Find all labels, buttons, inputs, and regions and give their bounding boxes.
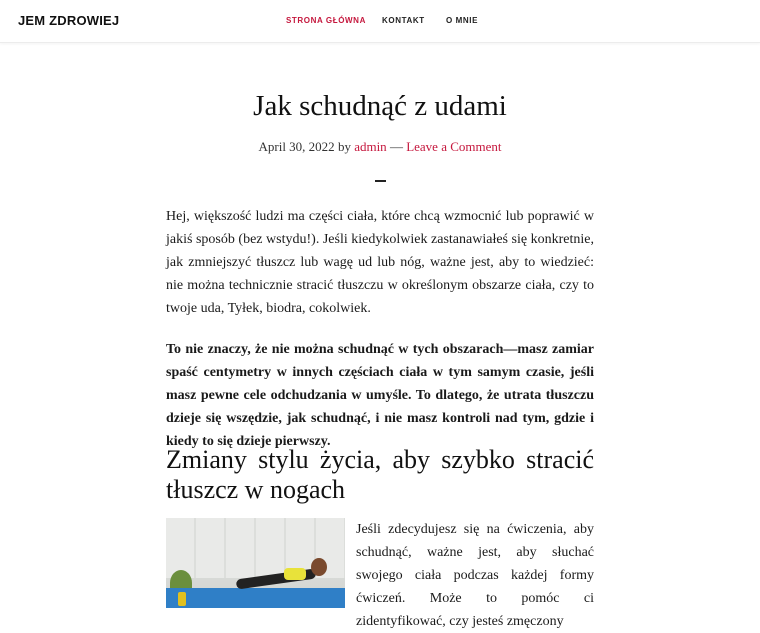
post-meta <box>166 138 594 156</box>
title-separator <box>375 180 386 182</box>
post-date: April 30, 2022 <box>258 139 335 154</box>
post-paragraph-3: Jeśli zdecydujesz się na ćwiczenia, aby schudnąć, ważne jest, aby słuchać swojego ciała podczas każdej formy ćwiczeń. Może to pomóc ci zidentyfikować, czy jesteś zmęczony <box>356 522 594 629</box>
nav-item-about[interactable]: O MNIE <box>446 16 479 25</box>
post-paragraph-2-bold: To nie znaczy, że nie można schudnąć w tych obszarach—masz zamiar spaść centymetry w innych częściach ciała w tym samym czasie, jeśli masz pewne cele odchudzania w umyśle. To dlatego, że utrata tłuszczu dzieje się wszędzie, jak schudnąć, i nie masz kontroli nad tym, gdzie i kiedy to się dzieje pierwszy. <box>166 342 594 449</box>
post-paragraph-1: Hej, większość ludzi ma części ciała, które chcą wzmocnić lub poprawić w jakiś sposób (bez wstydu!). Jeśli kiedykolwiek zastanawiałeś się konkretnie, jak zmniejszyć tłuszcz lub wagę ud lub nóg, ważne jest, aby to wiedzieć: nie można technicznie stracić tłuszczu w określonym obszarze ciała, czy to twoje uda, Tyłek, biodra, cokolwiek. <box>166 209 594 316</box>
post-author-link[interactable]: admin <box>354 139 387 154</box>
main-navigation <box>0 16 760 28</box>
exercise-photo <box>166 518 345 608</box>
photo-person-head <box>311 558 327 576</box>
leave-comment-link[interactable]: Leave a Comment <box>406 139 502 154</box>
section-heading: Zmiany stylu życia, aby szybko stracić tłuszcz w nogach <box>166 445 594 504</box>
site-title-link[interactable]: JEM ZDROWIEJ <box>18 13 120 28</box>
nav-item-contact[interactable]: KONTAKT <box>382 16 425 25</box>
photo-person-top <box>284 568 306 580</box>
photo-bottle <box>178 592 186 606</box>
photo-yoga-mat <box>166 588 345 608</box>
site-header <box>0 0 760 43</box>
post-title: Jak schudnąć z udami <box>253 90 507 122</box>
meta-dash: — <box>389 139 403 154</box>
nav-item-home[interactable]: STRONA GŁÓWNA <box>286 16 366 25</box>
post-by-label: by <box>337 139 351 154</box>
